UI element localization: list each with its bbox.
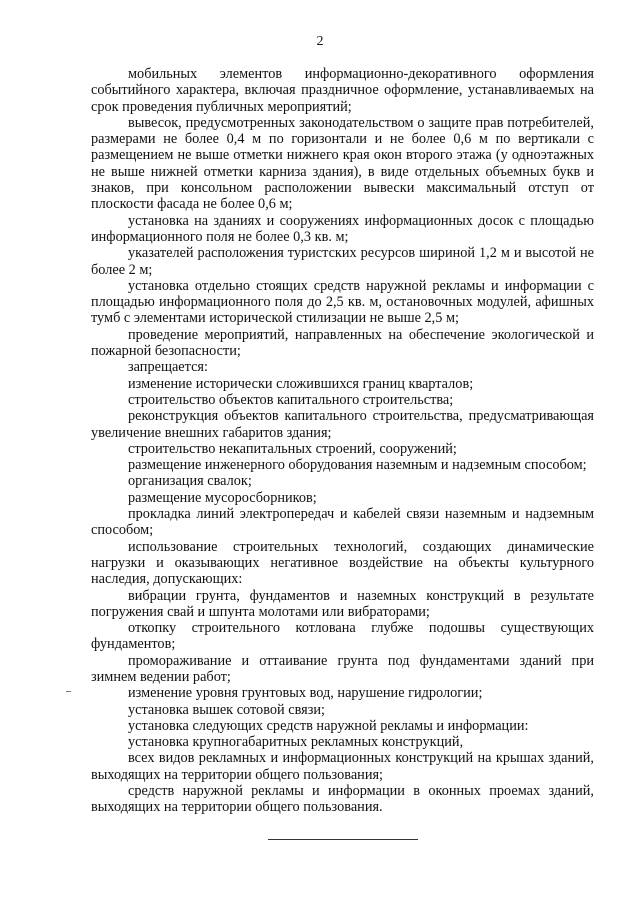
paragraph: средств наружной рекламы и информации в оконных проемах зданий, выходящих на территории общего пользования. <box>91 783 594 816</box>
paragraph: установка следующих средств наружной рекламы и информации: <box>128 717 529 734</box>
paragraph: установка крупногабаритных рекламных конструкций, <box>128 734 464 751</box>
paragraph: установка отдельно стоящих средств наружной рекламы и информации с площадью информационного поля до 2,5 кв. м, остановочных модулей, афишных тумб с элементами исторической стилизации не выше 2,5 м; <box>91 277 594 327</box>
margin-mark <box>66 691 71 692</box>
paragraph: организация свалок; <box>128 473 252 490</box>
paragraph: размещение инженерного оборудования наземным и надземным способом; <box>128 457 587 474</box>
paragraph: всех видов рекламных и информационных конструкций на крышах зданий, выходящих на территории общего пользования; <box>91 750 594 783</box>
paragraph: изменение исторически сложившихся границ кварталов; <box>128 375 474 392</box>
paragraph: строительство некапитальных строений, сооружений; <box>128 440 457 457</box>
paragraph: строительство объектов капитального строительства; <box>128 391 454 408</box>
paragraph: установка на зданиях и сооружениях информационных досок с площадью информационного поля не более 0,3 кв. м; <box>91 212 594 245</box>
paragraph: изменение уровня грунтовых вод, нарушение гидрологии; <box>128 685 483 702</box>
paragraph: размещение мусоросборников; <box>128 489 317 506</box>
paragraph: проведение мероприятий, направленных на обеспечение экологической и пожарной безопасности; <box>91 326 594 360</box>
paragraph: запрещается: <box>128 359 208 376</box>
paragraph: установка вышек сотовой связи; <box>128 701 325 718</box>
paragraph: использование строительных технологий, создающих динамические нагрузки и оказывающих негативное воздействие на объекты культурного наследия, допускающих: <box>91 538 594 588</box>
paragraph: указателей расположения туристских ресурсов шириной 1,2 м и высотой не более 2 м; <box>91 245 594 278</box>
paragraph: откопку строительного котлована глубже подошвы существующих фундаментов; <box>91 620 594 653</box>
paragraph: вибрации грунта, фундаментов и наземных конструкций в результате погружения свай и шпунта молотами или вибраторами; <box>91 587 594 620</box>
paragraph: мобильных элементов информационно-декоративного оформления событийного характера, включая праздничное оформление, устанавливаемых на срок проведения публичных мероприятий; <box>91 66 594 115</box>
closing-divider <box>268 839 418 840</box>
paragraph: промораживание и оттаивание грунта под фундаментами зданий при зимнем ведении работ; <box>91 652 594 685</box>
paragraph: прокладка линий электропередач и кабелей связи наземным и надземным способом; <box>91 506 594 539</box>
paragraph: вывесок, предусмотренных законодательством о защите прав потребителей, размерами не более 0,4 м по горизонтали и не более 0,6 м по вертикали с размещением не выше отметки нижнего края окон второго этажа (у одноэтажных не выше нижней отметки карниза здания), в виде отдельных объемных букв и знаков, при консольном расположении вывески максимальный отступ от плоскости фасада не более 0,6 м; <box>91 114 594 213</box>
page-number: 2 <box>316 34 324 49</box>
document-body <box>91 66 594 816</box>
paragraph: реконструкция объектов капитального строительства, предусматривающая увеличение внешних габаритов здания; <box>91 408 594 441</box>
